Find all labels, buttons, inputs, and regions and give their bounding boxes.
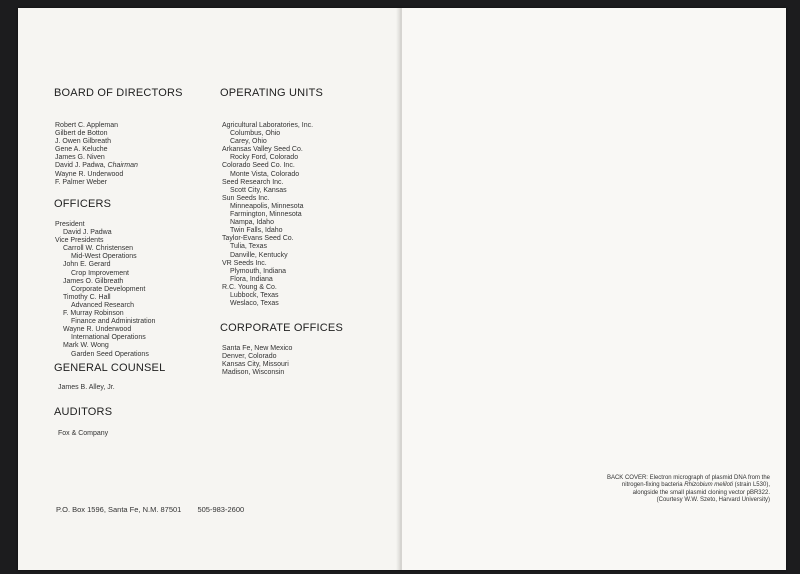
unit-location: Lubbock, Texas: [230, 291, 279, 299]
unit-location: Weslaco, Texas: [230, 300, 279, 308]
unit-name: R.C. Young & Co.: [222, 283, 277, 291]
unit-location: Farmington, Minnesota: [230, 211, 302, 219]
office-location: Kansas City, Missouri: [222, 361, 289, 369]
board-heading: BOARD OF DIRECTORS: [54, 87, 183, 99]
office-location: Denver, Colorado: [222, 353, 277, 361]
officer-line: David J. Padwa: [63, 229, 112, 237]
caption-line: alongside the small plasmid cloning vector pBR322.: [632, 489, 770, 496]
board-member: David J. Padwa, Chairman: [55, 162, 138, 170]
officer-line: Mark W. Wong: [63, 342, 109, 350]
officer-line: John E. Gerard: [63, 261, 111, 269]
board-member: James G. Niven: [55, 154, 105, 162]
board-member: F. Palmer Weber: [55, 178, 107, 186]
unit-location: Danville, Kentucky: [230, 251, 288, 259]
auditors-name: Fox & Company: [58, 430, 109, 437]
office-location: Madison, Wisconsin: [222, 369, 285, 377]
unit-location: Monte Vista, Colorado: [230, 170, 300, 178]
unit-name: Colorado Seed Co. Inc.: [222, 162, 295, 170]
operating-units-heading: OPERATING UNITS: [220, 87, 324, 99]
caption-line: (Courtesy W.W. Szeto, Harvard University): [656, 497, 770, 504]
board-member: Wayne R. Underwood: [55, 170, 124, 178]
officer-line: Vice Presidents: [55, 237, 104, 245]
unit-location: Plymouth, Indiana: [230, 267, 287, 275]
unit-name: Arkansas Valley Seed Co.: [222, 146, 303, 154]
officer-line: Advanced Research: [71, 301, 135, 309]
caption-line: BACK COVER: Electron micrograph of plasmid DNA from the: [606, 475, 770, 481]
unit-location: Carey, Ohio: [230, 138, 267, 146]
right-page: [402, 8, 786, 570]
unit-location: Nampa, Idaho: [230, 219, 274, 227]
unit-location: Scott City, Kansas: [230, 186, 287, 194]
auditors-heading: AUDITORS: [54, 406, 113, 418]
officer-line: Mid-West Operations: [71, 253, 137, 261]
unit-name: Agricultural Laboratories, Inc.: [222, 122, 314, 129]
corporate-offices-list: [222, 345, 292, 377]
operating-units-list: [222, 122, 313, 308]
unit-location: Tulia, Texas: [230, 243, 267, 251]
contact-footer: [56, 505, 258, 514]
officer-line: President: [55, 221, 85, 228]
officer-line: Finance and Administration: [71, 318, 156, 326]
caption-line: nitrogen-fixing bacteria Rhizobium meliloti (strain L530),: [621, 482, 770, 489]
corporate-offices-heading: CORPORATE OFFICES: [220, 322, 343, 334]
unit-location: Twin Falls, Idaho: [230, 227, 283, 235]
officer-line: Wayne R. Underwood: [63, 326, 132, 334]
phone-number: 505-983-2600: [197, 505, 245, 514]
officer-line: Corporate Development: [71, 285, 146, 293]
unit-name: Seed Research Inc.: [222, 178, 284, 186]
unit-location: Rocky Ford, Colorado: [230, 154, 299, 162]
counsel-name: James B. Alley, Jr.: [58, 384, 115, 391]
office-location: Santa Fe, New Mexico: [222, 345, 293, 352]
booklet-spread: [18, 8, 786, 570]
unit-name: Sun Seeds Inc.: [222, 194, 270, 202]
board-member: Robert C. Appleman: [55, 122, 119, 129]
officers-list: [55, 221, 155, 359]
counsel-heading: GENERAL COUNSEL: [54, 362, 166, 374]
officer-line: Crop Improvement: [71, 269, 129, 277]
board-member: J. Owen Gilbreath: [55, 138, 112, 146]
board-member-list: [55, 122, 138, 187]
back-cover-caption: [510, 475, 770, 505]
officer-line: Timothy C. Hall: [63, 293, 111, 301]
unit-location: Columbus, Ohio: [230, 130, 281, 138]
board-member: Gene A. Keluche: [55, 146, 108, 154]
officer-line: James O. Gilbreath: [63, 277, 124, 285]
left-page: [18, 8, 400, 570]
unit-name: Taylor-Evans Seed Co.: [222, 235, 294, 243]
board-member: Gilbert de Botton: [55, 130, 108, 138]
officers-heading: OFFICERS: [54, 198, 112, 210]
unit-location: Minneapolis, Minnesota: [230, 202, 304, 210]
officer-line: International Operations: [71, 334, 146, 342]
unit-name: VR Seeds Inc.: [222, 259, 267, 267]
officer-line: F. Murray Robinson: [63, 310, 124, 318]
officer-line: Carroll W. Christensen: [63, 245, 134, 253]
mailing-address: P.O. Box 1596, Santa Fe, N.M. 87501: [56, 505, 182, 514]
unit-location: Flora, Indiana: [230, 275, 273, 283]
officer-line: Garden Seed Operations: [71, 350, 149, 358]
